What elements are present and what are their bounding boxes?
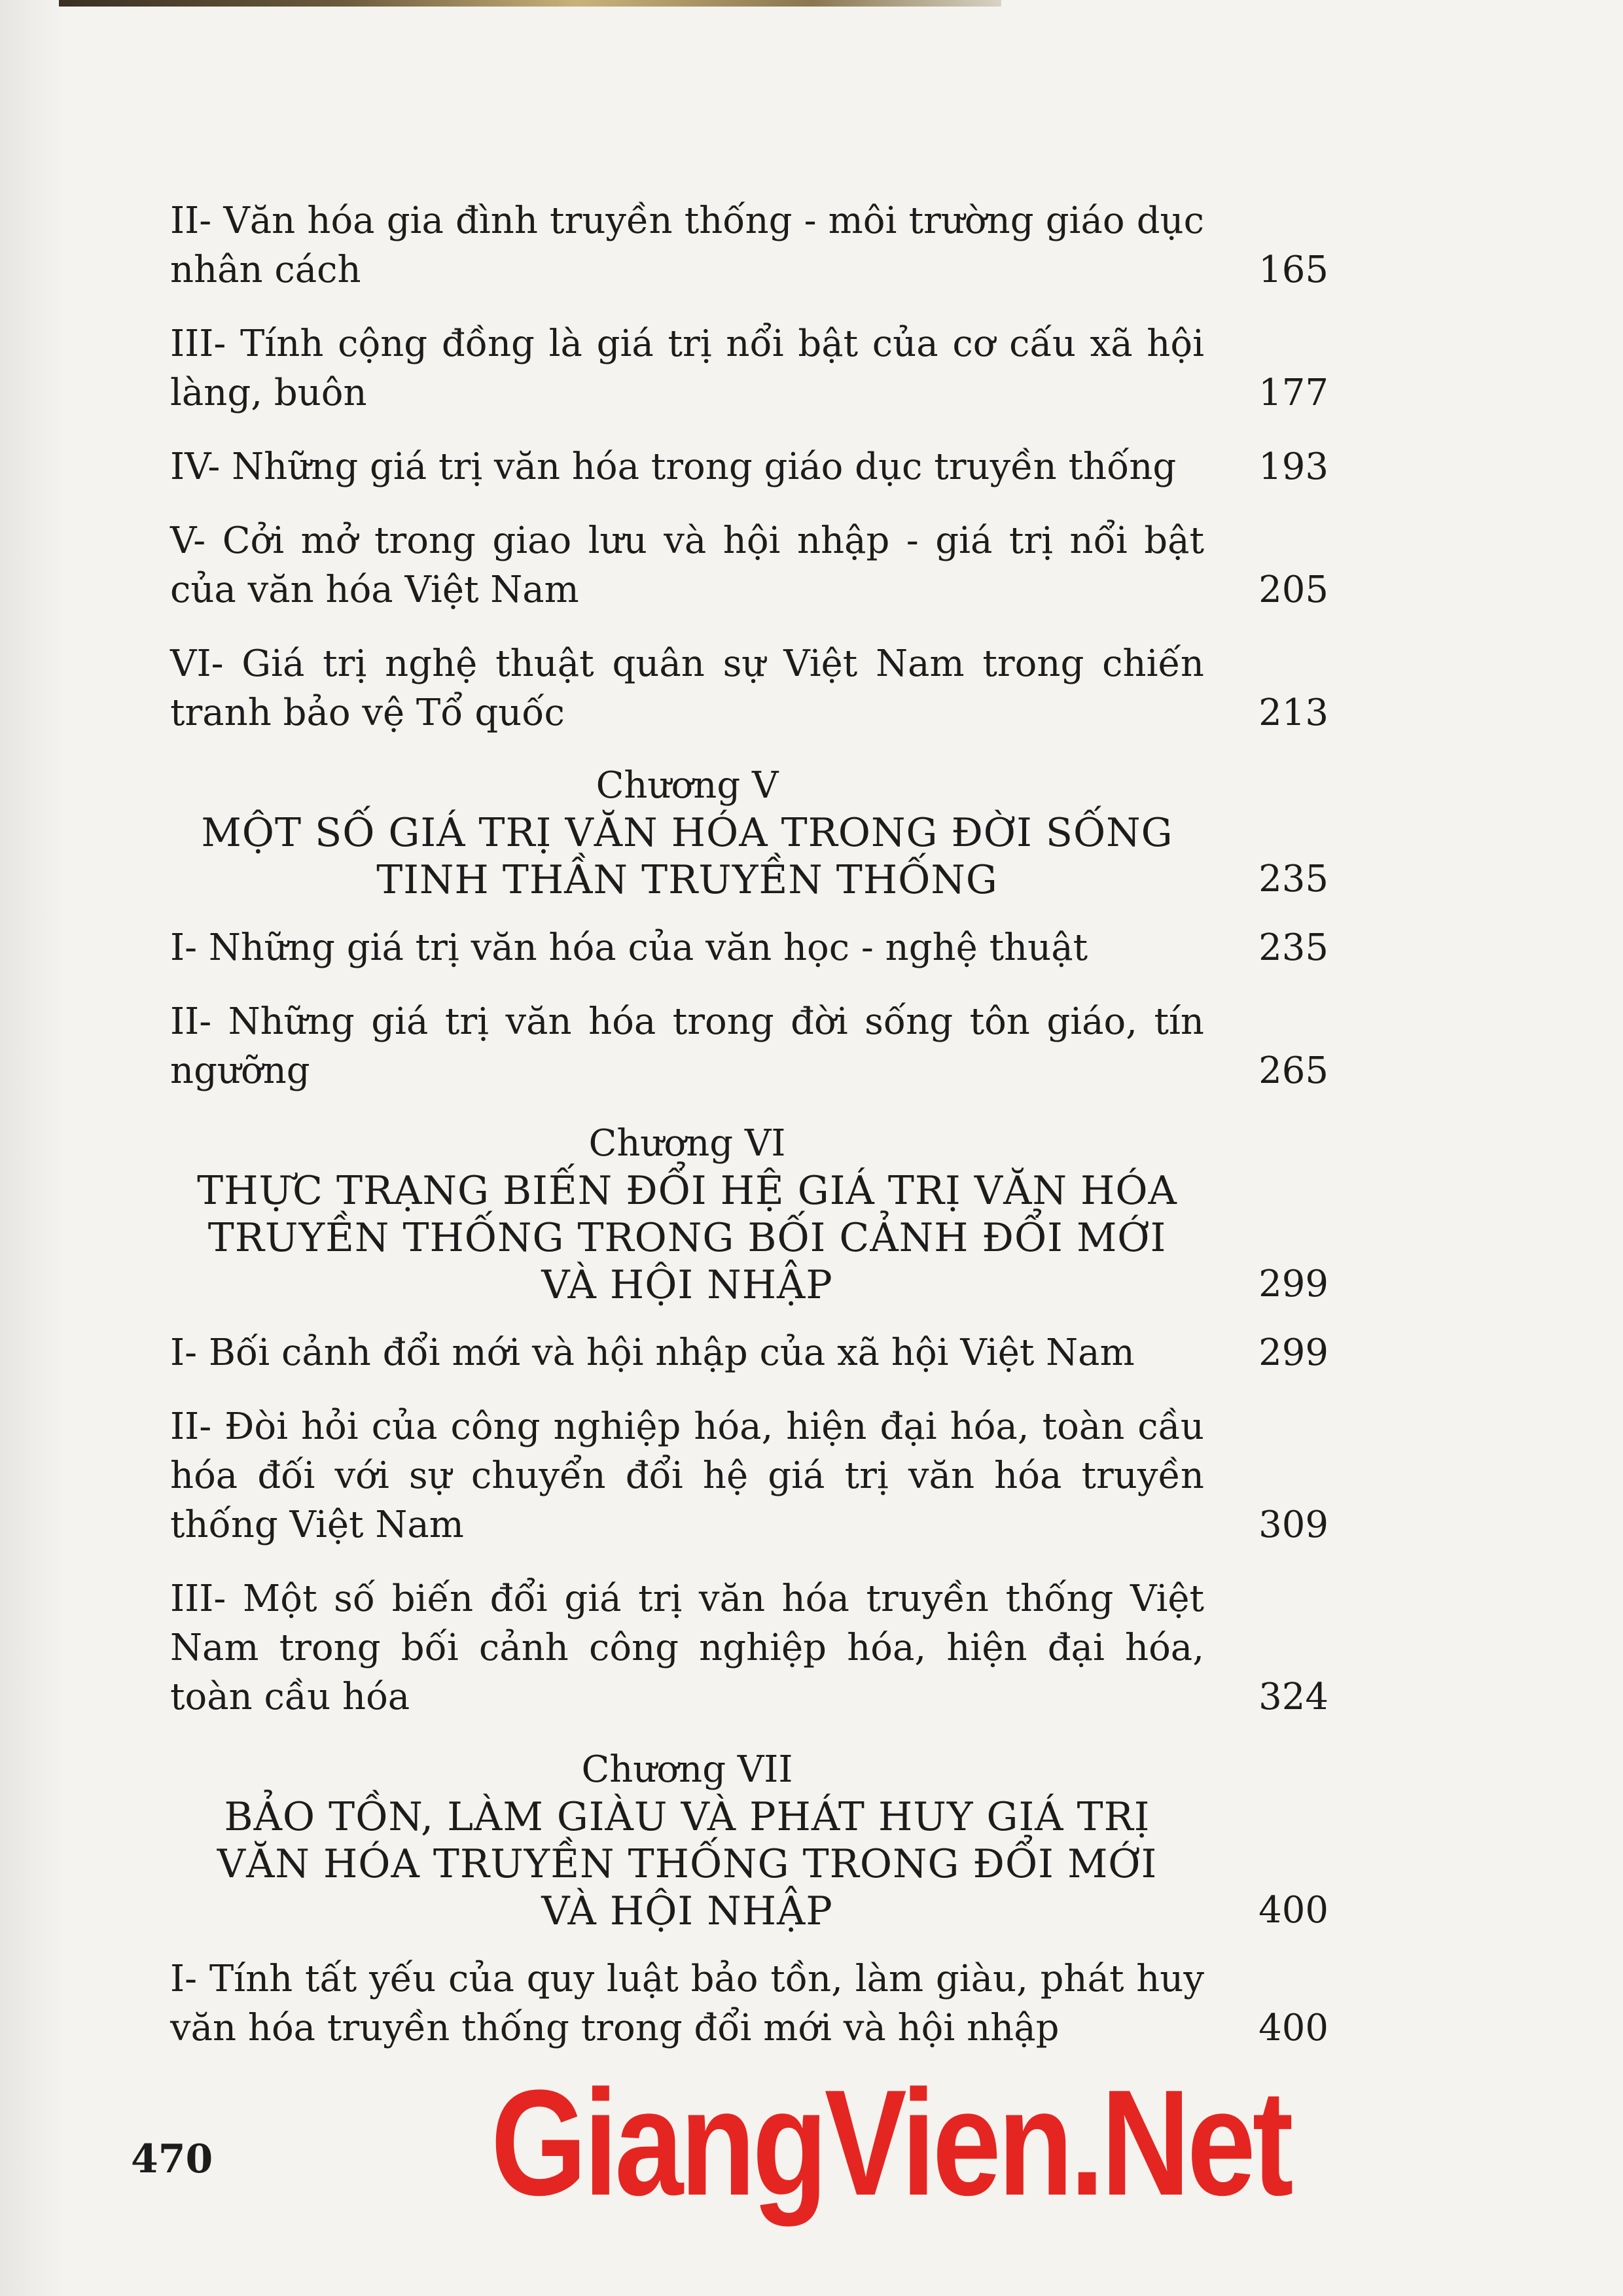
toc-entry[interactable]	[170, 319, 1329, 417]
table-of-contents	[170, 196, 1329, 2077]
toc-entry[interactable]	[170, 442, 1329, 491]
toc-entry-page: 235	[1258, 927, 1329, 969]
toc-entry-title: V- Cởi mở trong giao lưu và hội nhập - giá trị nổi bật của văn hóa Việt Nam	[170, 520, 1204, 611]
toc-entry-page: 177	[1258, 372, 1329, 414]
toc-entry[interactable]	[170, 1574, 1329, 1722]
chapter-heading-vi[interactable]	[170, 1120, 1329, 1309]
toc-entry-title: II- Đòi hỏi của công nghiệp hóa, hiện đại hóa, toàn cầu hóa đối với sự chuyển đổi hệ giá trị văn hóa truyền thống Việt Nam	[170, 1405, 1204, 1546]
toc-entry-title: VI- Giá trị nghệ thuật quân sự Việt Nam trong chiến tranh bảo vệ Tổ quốc	[170, 643, 1204, 734]
toc-entry-page: 265	[1258, 1050, 1329, 1092]
toc-entry-page: 324	[1258, 1676, 1329, 1718]
toc-entry[interactable]	[170, 1402, 1329, 1549]
toc-entry-page: 165	[1258, 249, 1329, 291]
toc-entry-title: IV- Những giá trị văn hóa trong giáo dục truyền thống	[170, 446, 1177, 488]
chapter-title-line: VĂN HÓA TRUYỀN THỐNG TRONG ĐỔI MỚI	[217, 1841, 1158, 1887]
toc-entry-title: III- Một số biến đổi giá trị văn hóa truyền thống Việt Nam trong bối cảnh công nghiệp hóa, hiện đại hóa, toàn cầu hóa	[170, 1578, 1204, 1718]
chapter-title-line: VÀ HỘI NHẬP	[541, 1888, 833, 1934]
toc-entry[interactable]	[170, 1954, 1329, 2053]
toc-entry-title: II- Văn hóa gia đình truyền thống - môi trường giáo dục nhân cách	[170, 200, 1204, 291]
chapter-label: Chương VII	[581, 1748, 793, 1791]
toc-entry-page: 193	[1258, 446, 1329, 488]
chapter-title-line: TRUYỀN THỐNG TRONG BỐI CẢNH ĐỔI MỚI	[207, 1215, 1167, 1261]
chapter-title-line: BẢO TỒN, LÀM GIÀU VÀ PHÁT HUY GIÁ TRỊ	[224, 1794, 1150, 1840]
toc-entry-title: I- Những giá trị văn hóa của văn học - nghệ thuật	[170, 927, 1088, 969]
chapter-title-line: THỰC TRẠNG BIẾN ĐỔI HỆ GIÁ TRỊ VĂN HÓA	[197, 1168, 1177, 1214]
scan-edge-top	[59, 0, 1001, 7]
toc-entry[interactable]	[170, 1328, 1329, 1377]
toc-entry-title: III- Tính cộng đồng là giá trị nổi bật của cơ cấu xã hội làng, buôn	[170, 323, 1204, 414]
toc-entry[interactable]	[170, 923, 1329, 972]
chapter-title-line: MỘT SỐ GIÁ TRỊ VĂN HÓA TRONG ĐỜI SỐNG	[201, 810, 1173, 856]
chapter-label: Chương V	[596, 764, 779, 807]
toc-entry-page: 213	[1258, 692, 1329, 734]
toc-entry-title: II- Những giá trị văn hóa trong đời sống tôn giáo, tín ngưỡng	[170, 1000, 1204, 1092]
toc-entry-page: 299	[1258, 1332, 1329, 1374]
chapter-title-line: VÀ HỘI NHẬP	[541, 1262, 833, 1308]
toc-entry[interactable]	[170, 997, 1329, 1095]
chapter-page: 235	[1258, 858, 1329, 900]
chapter-page: 299	[1258, 1263, 1329, 1305]
chapter-heading-v[interactable]	[170, 762, 1329, 904]
toc-entry[interactable]	[170, 639, 1329, 737]
toc-entry-title: I- Bối cảnh đổi mới và hội nhập của xã hội Việt Nam	[170, 1332, 1135, 1374]
toc-entry[interactable]	[170, 516, 1329, 614]
chapter-label: Chương VI	[588, 1122, 786, 1165]
page-number: 470	[131, 2136, 213, 2182]
watermark-logo: GiangVien.Net	[491, 2058, 1291, 2227]
toc-entry-page: 400	[1258, 2007, 1329, 2049]
toc-entry-page: 309	[1258, 1504, 1329, 1546]
scan-shadow-left	[0, 0, 65, 2296]
chapter-title-line: TINH THẦN TRUYỀN THỐNG	[376, 857, 998, 903]
toc-entry-title: I- Tính tất yếu của quy luật bảo tồn, làm giàu, phát huy văn hóa truyền thống trong đổi mới và hội nhập	[170, 1958, 1204, 2049]
toc-entry-page: 205	[1258, 569, 1329, 611]
chapter-heading-vii[interactable]	[170, 1746, 1329, 1935]
chapter-page: 400	[1258, 1889, 1329, 1932]
toc-entry[interactable]	[170, 196, 1329, 294]
